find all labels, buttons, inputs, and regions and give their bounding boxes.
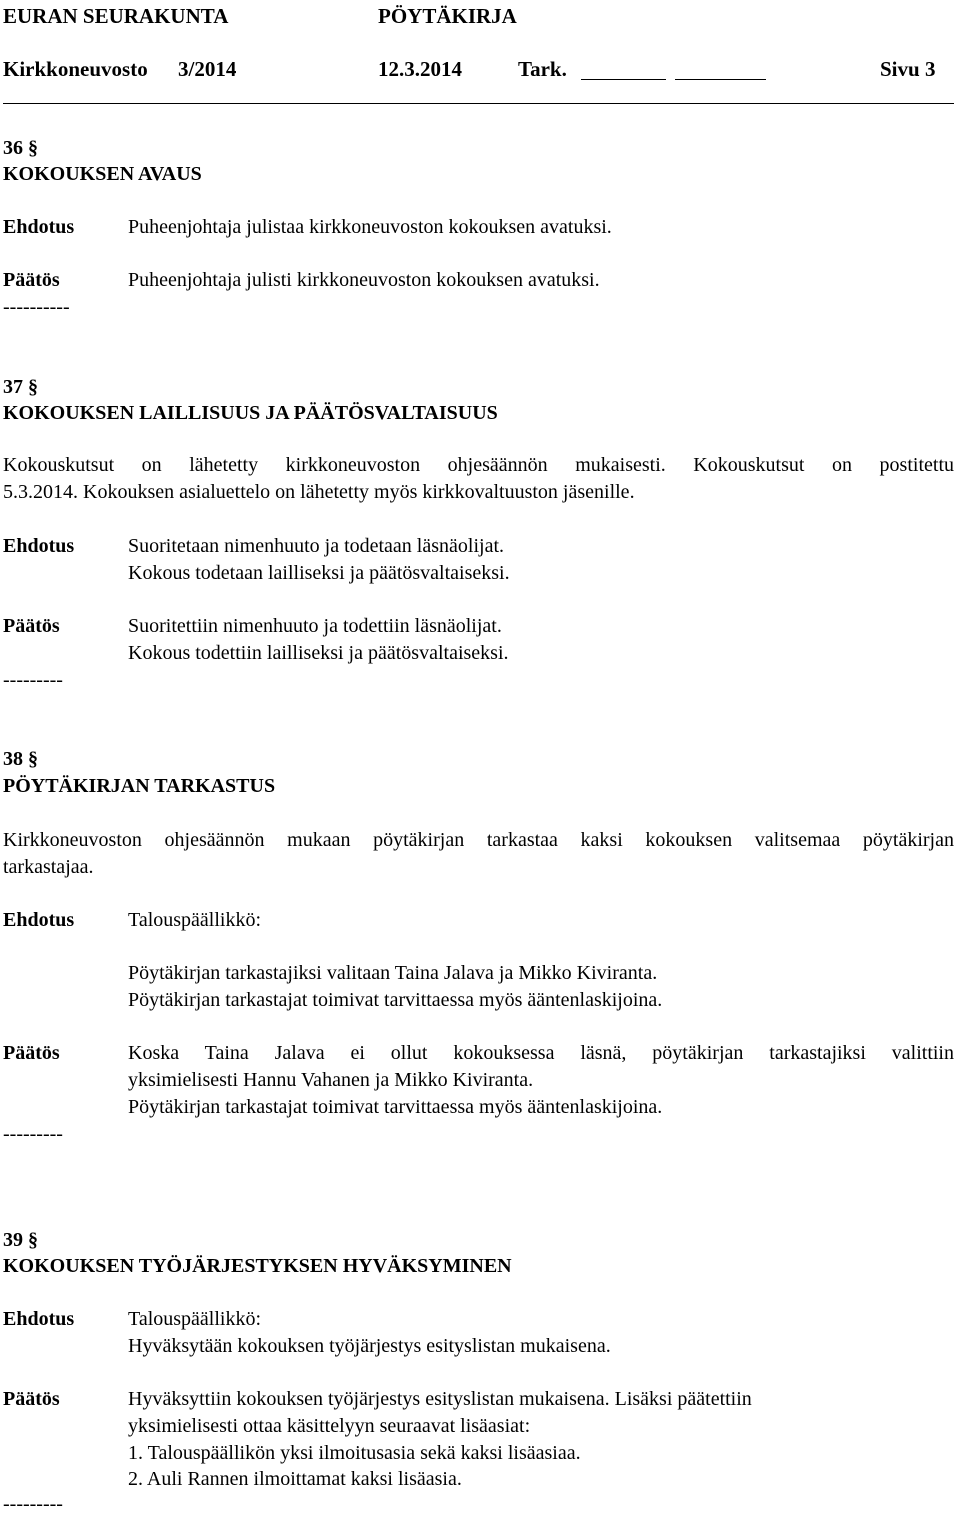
decision-text: 2. Auli Rannen ilmoittamat kaksi lisäasia. xyxy=(128,1468,462,1490)
decision-text: Hyväksyttiin kokouksen työjärjestys esityslistan mukaisena. Lisäksi päätettiin xyxy=(128,1388,752,1410)
proposal-label: Ehdotus xyxy=(3,1308,75,1330)
section-separator: --------- xyxy=(3,1493,63,1515)
proposal-text: Pöytäkirjan tarkastajiksi valitaan Taina Jalava ja Mikko Kiviranta. xyxy=(128,962,658,984)
header-rule xyxy=(3,103,954,104)
proposal-text: Pöytäkirjan tarkastajat toimivat tarvittaessa myös ääntenlaskijoina. xyxy=(128,989,663,1011)
section-separator: ---------- xyxy=(3,296,70,318)
section-intro: 5.3.2014. Kokouksen asialuettelo on lähetetty myös kirkkovaltuuston jäsenille. xyxy=(3,481,635,503)
signature-line xyxy=(675,79,766,80)
proposal-label: Ehdotus xyxy=(3,216,75,238)
decision-text: yksimielisesti Hannu Vahanen ja Mikko Kiviranta. xyxy=(128,1069,534,1091)
decision-text: Pöytäkirjan tarkastajat toimivat tarvittaessa myös ääntenlaskijoina. xyxy=(128,1096,663,1118)
section-number: 37 § xyxy=(3,376,38,398)
proposal-text: Talouspäällikkö: xyxy=(128,1308,262,1330)
proposal-text: Puheenjohtaja julistaa kirkkoneuvoston kokouksen avatuksi. xyxy=(128,216,612,238)
org-name: EURAN SEURAKUNTA xyxy=(3,4,229,28)
decision-text: 1. Talouspäällikön yksi ilmoitusasia sekä kaksi lisäasiaa. xyxy=(128,1442,581,1464)
section-number: 36 § xyxy=(3,137,38,159)
decision-text: yksimielisesti ottaa käsittelyyn seuraavat lisäasiat: xyxy=(128,1415,531,1437)
decision-text: Puheenjohtaja julisti kirkkoneuvoston kokouksen avatuksi. xyxy=(128,269,600,291)
section-separator: --------- xyxy=(3,669,63,691)
proposal-text: Hyväksytään kokouksen työjärjestys esityslistan mukaisena. xyxy=(128,1335,611,1357)
signature-line xyxy=(581,79,666,80)
section-number: 39 § xyxy=(3,1229,38,1251)
meeting-date: 12.3.2014 xyxy=(378,57,462,81)
proposal-label: Ehdotus xyxy=(3,909,75,931)
proposal-text: Suoritetaan nimenhuuto ja todetaan läsnäolijat. xyxy=(128,535,505,557)
decision-text: Suoritettiin nimenhuuto ja todettiin läsnäolijat. xyxy=(128,615,502,637)
section-title: KOKOUKSEN AVAUS xyxy=(3,163,202,185)
proposal-text: Kokous todetaan lailliseksi ja päätösvaltaiseksi. xyxy=(128,562,510,584)
doc-type: PÖYTÄKIRJA xyxy=(378,4,517,28)
check-label: Tark. xyxy=(518,57,567,81)
decision-text: Kokous todettiin lailliseksi ja päätösvaltaiseksi. xyxy=(128,642,509,664)
section-title: PÖYTÄKIRJAN TARKASTUS xyxy=(3,775,276,797)
proposal-label: Ehdotus xyxy=(3,535,75,557)
section-intro: Kokouskutsut on lähetetty kirkkoneuvoston ohjesäännön mukaisesti. Kokouskutsut on postitettu xyxy=(3,454,954,476)
decision-label: Päätös xyxy=(3,1042,60,1064)
decision-label: Päätös xyxy=(3,269,60,291)
meeting-number: 3/2014 xyxy=(178,57,237,81)
section-number: 38 § xyxy=(3,748,38,770)
decision-text: Koska Taina Jalava ei ollut kokouksessa läsnä, pöytäkirjan tarkastajiksi valittiin xyxy=(128,1042,954,1064)
section-title: KOKOUKSEN TYÖJÄRJESTYKSEN HYVÄKSYMINEN xyxy=(3,1255,512,1277)
proposal-text: Talouspäällikkö: xyxy=(128,909,262,931)
meeting-body: Kirkkoneuvosto xyxy=(3,57,148,81)
section-title: KOKOUKSEN LAILLISUUS JA PÄÄTÖSVALTAISUUS xyxy=(3,402,498,424)
decision-label: Päätös xyxy=(3,615,60,637)
page-number: Sivu 3 xyxy=(880,57,936,81)
section-separator: --------- xyxy=(3,1123,63,1145)
decision-label: Päätös xyxy=(3,1388,60,1410)
section-intro: tarkastajaa. xyxy=(3,856,94,878)
section-intro: Kirkkoneuvoston ohjesäännön mukaan pöytäkirjan tarkastaa kaksi kokouksen valitsemaa pöytäkirjan xyxy=(3,829,954,851)
